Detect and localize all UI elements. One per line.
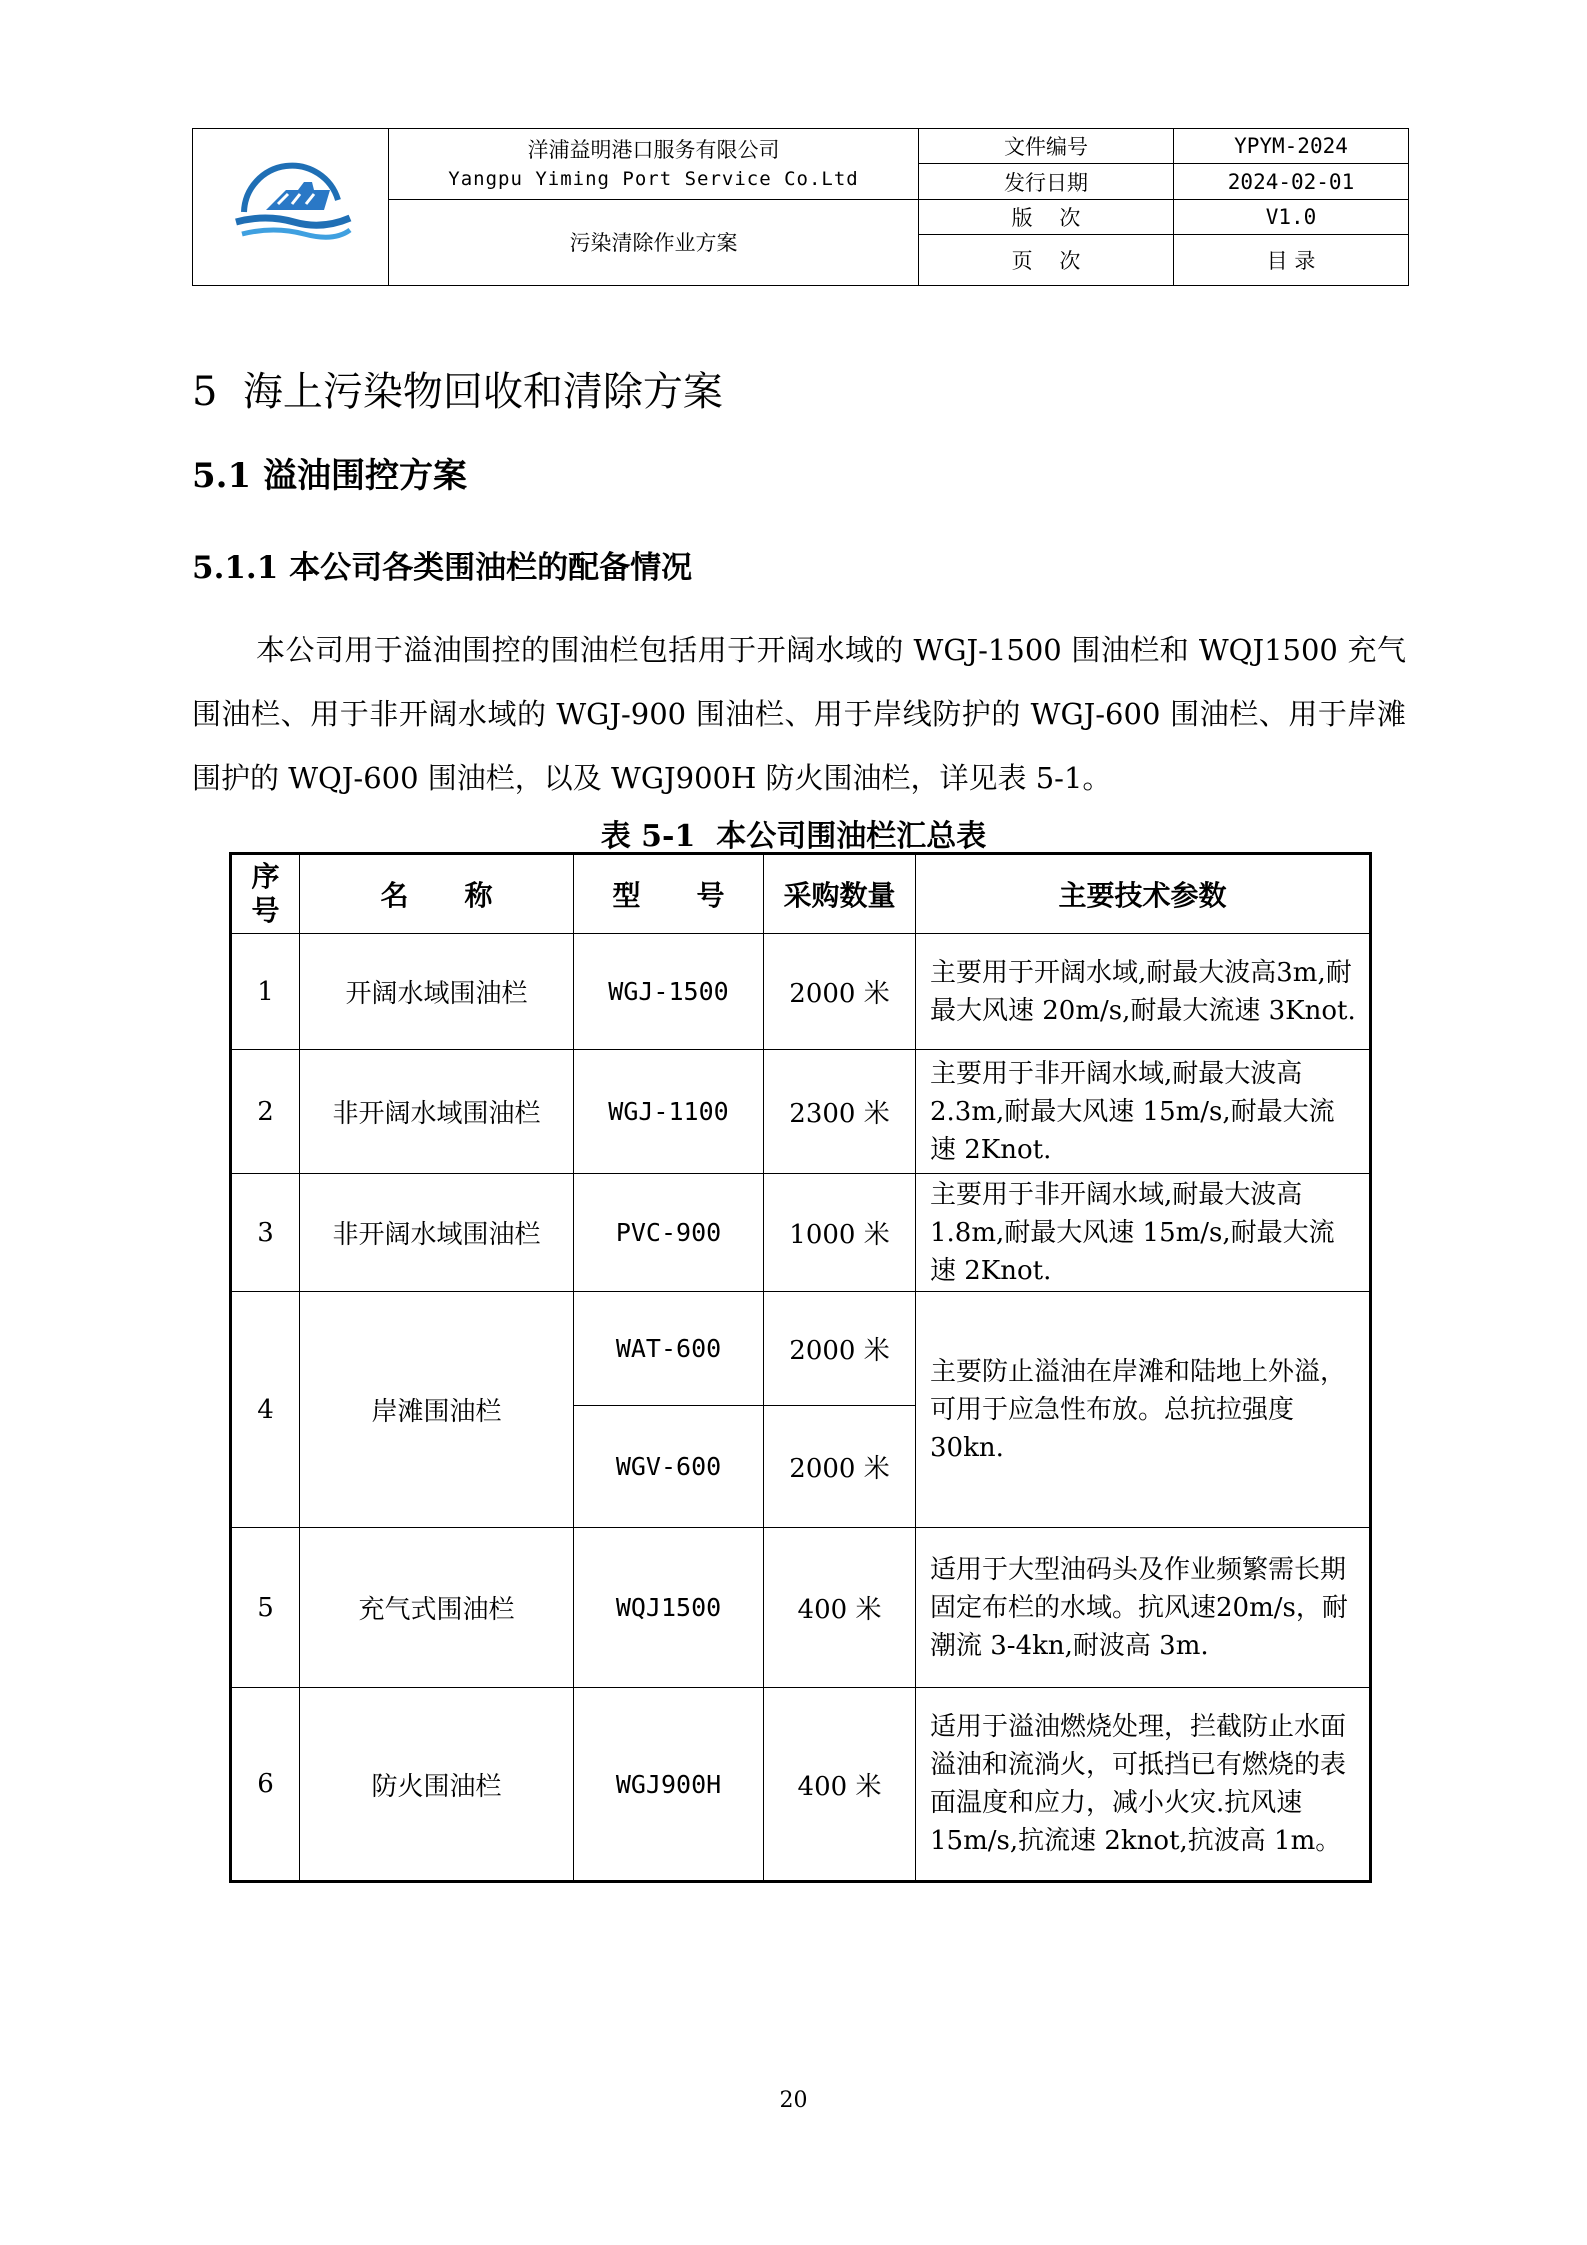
cell-qty: 2000 米	[764, 1406, 916, 1528]
cell-name: 非开阔水域围油栏	[300, 1050, 574, 1174]
table-row	[231, 1528, 1371, 1688]
cell-no: 6	[231, 1688, 300, 1882]
body-paragraph: 本公司用于溢油围控的围油栏包括用于开阔水域的 WGJ-1500 围油栏和 WQJ1500 充气围油栏、用于非开阔水域的 WGJ-900 围油栏、用于岸线防护的 WGJ-600 围油栏、用于岸滩围护的 WQJ-600 围油栏，以及 WGJ900H 防火围油栏，详见表 5-1。	[192, 633, 1406, 795]
field-label: 发行日期	[919, 164, 1174, 199]
field-value: V1.0	[1174, 199, 1409, 234]
cell-model: WQJ1500	[574, 1528, 764, 1688]
cell-params: 主要用于开阔水域,耐最大波高3m,耐最大风速 20m/s,耐最大流速 3Knot.	[916, 934, 1371, 1050]
oil-boom-summary-table	[229, 852, 1372, 1883]
field-label: 版 次	[919, 199, 1174, 234]
cell-qty: 2300 米	[764, 1050, 916, 1174]
cell-model: WGJ-1100	[574, 1050, 764, 1174]
cell-qty: 2000 米	[764, 1292, 916, 1406]
cell-params: 适用于大型油码头及作业频繁需长期固定布栏的水域。抗风速20m/s，耐潮流 3-4kn,耐波高 3m.	[916, 1528, 1371, 1688]
cell-model: PVC-900	[574, 1174, 764, 1292]
document-title: 污染清除作业方案	[389, 199, 919, 285]
cell-qty: 1000 米	[764, 1174, 916, 1292]
cell-params: 主要用于非开阔水域,耐最大波高 1.8m,耐最大风速 15m/s,耐最大流速 2Knot.	[916, 1174, 1371, 1292]
column-header-model: 型 号	[574, 854, 764, 934]
table-header-row	[231, 854, 1371, 934]
cell-name: 防火围油栏	[300, 1688, 574, 1882]
company-logo	[193, 129, 389, 286]
section-heading-5-1: 5.1 溢油围控方案	[192, 456, 467, 496]
table-row	[231, 1292, 1371, 1406]
table-row	[231, 1050, 1371, 1174]
section-heading-5: 5 海上污染物回收和清除方案	[192, 369, 723, 415]
cell-name: 开阔水域围油栏	[300, 934, 574, 1050]
cell-name: 非开阔水域围油栏	[300, 1174, 574, 1292]
field-label: 文件编号	[919, 129, 1174, 164]
cell-model: WGJ900H	[574, 1688, 764, 1882]
cell-model: WGV-600	[574, 1406, 764, 1528]
cell-params: 适用于溢油燃烧处理，拦截防止水面溢油和流淌火，可抵挡已有燃烧的表面温度和应力，减小火灾.抗风速 15m/s,抗流速 2knot,抗波高 1m。	[916, 1688, 1371, 1882]
cell-qty: 2000 米	[764, 934, 916, 1050]
table-row	[231, 1688, 1371, 1882]
column-header-no-text: 序号	[251, 860, 280, 927]
column-header-qty: 采购数量	[764, 854, 916, 934]
cell-params: 主要用于非开阔水域,耐最大波高 2.3m,耐最大风速 15m/s,耐最大流速 2Knot.	[916, 1050, 1371, 1174]
cell-no: 3	[231, 1174, 300, 1292]
cell-no: 2	[231, 1050, 300, 1174]
table-row	[231, 1174, 1371, 1292]
cell-no: 1	[231, 934, 300, 1050]
cell-name: 岸滩围油栏	[300, 1292, 574, 1528]
company-name-cell	[389, 129, 919, 200]
cell-model: WGJ-1500	[574, 934, 764, 1050]
cell-params: 主要防止溢油在岸滩和陆地上外溢，可用于应急性布放。总抗拉强度 30kn.	[916, 1292, 1371, 1528]
column-header-name: 名 称	[300, 854, 574, 934]
company-name-cn: 洋浦益明港口服务有限公司	[527, 137, 780, 162]
column-header-params: 主要技术参数	[916, 854, 1371, 934]
table-caption: 表 5-1 本公司围油栏汇总表	[600, 819, 987, 854]
field-value: 2024-02-01	[1174, 164, 1409, 199]
company-name-en: Yangpu Yiming Port Service Co.Ltd	[448, 167, 859, 190]
ship-logo-icon	[226, 160, 356, 250]
cell-model: WAT-600	[574, 1292, 764, 1406]
cell-qty: 400 米	[764, 1688, 916, 1882]
cell-no: 5	[231, 1528, 300, 1688]
page-number: 20	[779, 2088, 808, 2113]
field-value: 目 录	[1174, 235, 1409, 286]
column-header-no	[231, 854, 300, 934]
cell-qty: 400 米	[764, 1528, 916, 1688]
section-heading-5-1-1: 5.1.1 本公司各类围油栏的配备情况	[192, 550, 693, 586]
field-label: 页 次	[919, 235, 1174, 286]
table-row	[231, 934, 1371, 1050]
document-header-table	[192, 128, 1409, 286]
cell-name: 充气式围油栏	[300, 1528, 574, 1688]
field-value: YPYM-2024	[1174, 129, 1409, 164]
cell-no: 4	[231, 1292, 300, 1528]
